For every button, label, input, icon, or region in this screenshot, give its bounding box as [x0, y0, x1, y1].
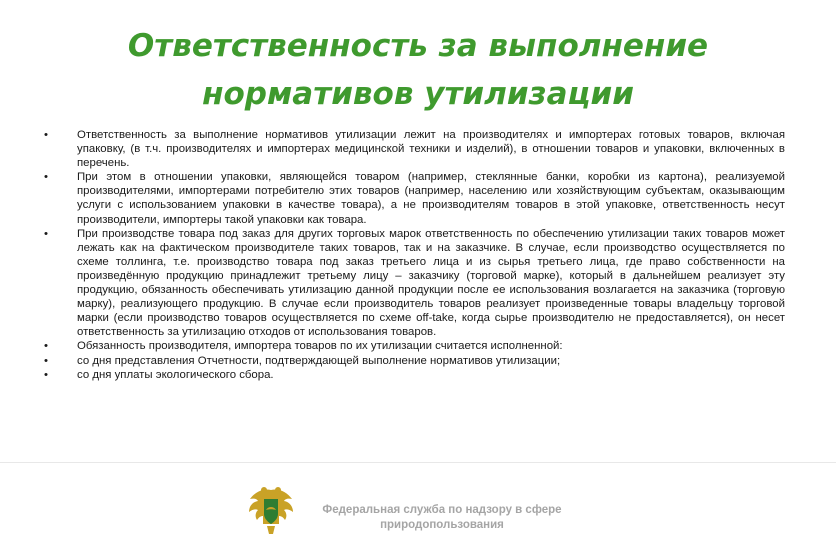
footer-line-2: природопользования: [380, 519, 504, 531]
bullet-text: Ответственность за выполнение нормативов утилизации лежит на производителях и импортерах готовых товаров, включая упаковку, (в т.ч. производителях и импортерах медицинской техники и изделий), в отношении товаров и упаковки, включенных в перечень.: [77, 129, 785, 170]
bullet-marker: •: [44, 227, 48, 240]
bullet-text: При производстве товара под заказ для других торговых марок ответственность по обеспечению утилизации таких товаров может лежать как на фактическом производителе таких товаров, так и на заказчике. В случае, если производство осуществляется по схеме толлинга, т.е. производство товара под заказ третьего лица и из сырья третьего лица, где право собственности на произведённую продукцию принадлежит третьему лицу – заказчику (торговой марке), который в дальнейшем реализует эту продукцию, обязанность обеспечивать утилизацию данной продукции после ее использования возлагается на заказчика (торговую марку), реализующего продукцию. В случае если производитель товаров реализует произведенные товары владельцу торговой марки (если производство товаров осуществляется по схеме off-take, когда сырье производителю не предоставляется), он несет ответственность за утилизацию отходов от использования товаров.: [77, 227, 785, 339]
bullet-marker: •: [44, 354, 48, 367]
bullet-text: со дня уплаты экологического сбора.: [77, 368, 274, 381]
bullet-item: [44, 368, 785, 382]
bullet-item: [44, 354, 785, 368]
bullet-marker: •: [44, 171, 48, 184]
bullet-item: [44, 170, 785, 226]
title-line-1: Ответственность за выполнение: [127, 28, 709, 64]
bullet-item: [44, 227, 785, 340]
footer-line-1: Федеральная служба по надзору в сфере: [322, 504, 562, 516]
title-line-2: нормативов утилизации: [202, 76, 634, 112]
footer-agency-name: [312, 503, 572, 533]
footer-divider: [0, 462, 836, 463]
bullet-text: со дня представления Отчетности, подтверждающей выполнение нормативов утилизации;: [77, 354, 561, 367]
bullet-text: При этом в отношении упаковки, являющейся товаром (например, стеклянные банки, коробки из картона), реализуемой производителями, импортерами потребителю этих товаров (например, населению или хозяйствующим субъектам, оказывающим услуги с использованием упаковки в качестве товара), а не производителям товаров в этой упаковке, ответственность несут производители, импортеры такой упаковки как товара.: [77, 171, 785, 226]
bullet-text: Обязанность производителя, импортера товаров по их утилизации считается исполненной:: [77, 340, 563, 353]
page-title: [60, 22, 776, 118]
bullet-item: [44, 339, 785, 353]
bullet-item: [44, 128, 785, 170]
eagle-emblem-icon: [246, 484, 296, 536]
bullet-marker: •: [44, 129, 48, 141]
bullet-list: [44, 128, 785, 382]
bullet-marker: •: [44, 340, 48, 353]
bullet-marker: •: [44, 368, 48, 381]
